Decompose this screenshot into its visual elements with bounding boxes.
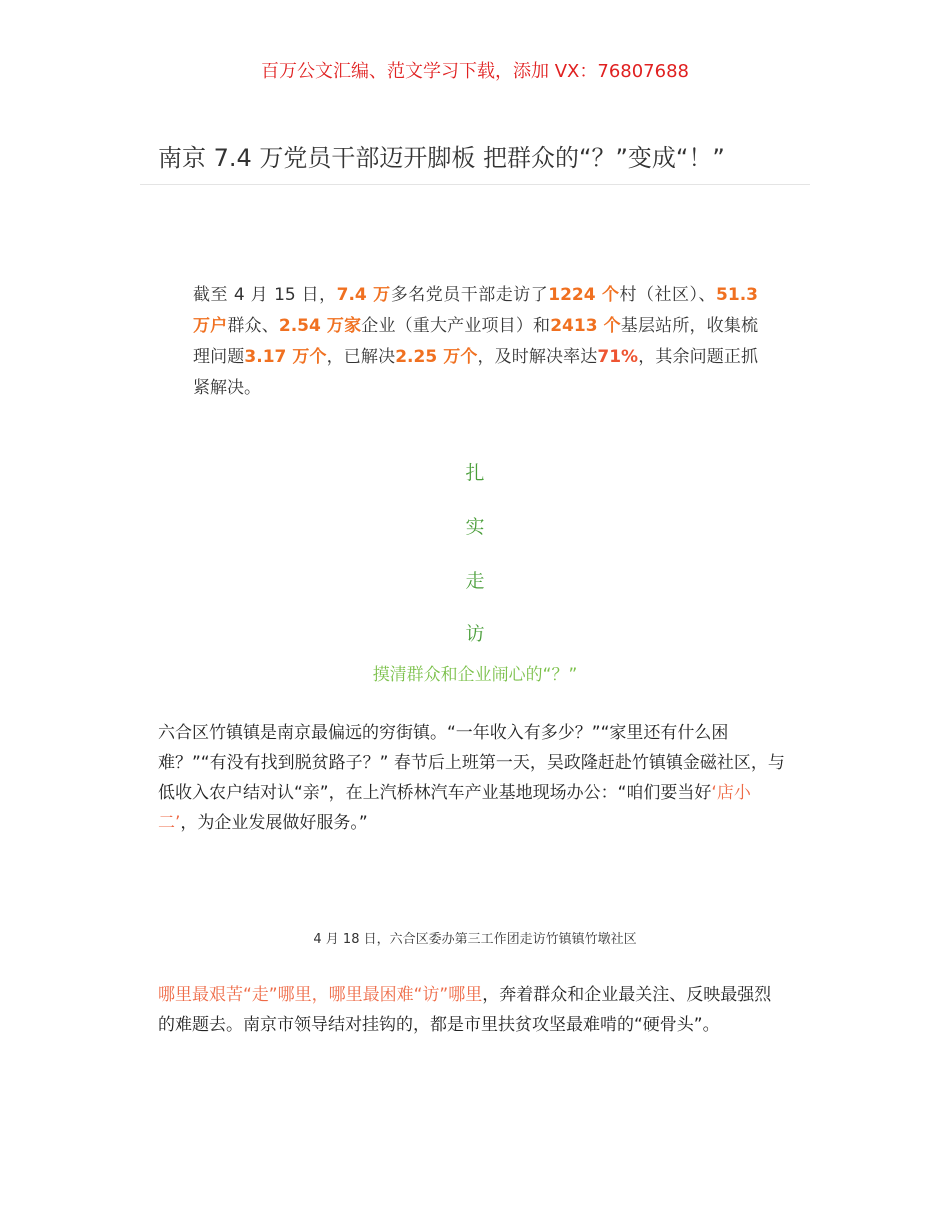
intro-text: ，已解决 <box>326 347 396 367</box>
paragraph-text: ，奔着群众和企业最关注、反映最强烈的难题去。南京市领导结对挂钩的，都是市里扶贫攻坚最难啃的“硬骨头”。 <box>158 985 772 1035</box>
stat-households: 51.3 万户 <box>193 285 758 336</box>
lead-highlight: 哪里最艰苦“走”哪里，哪里最困难“访”哪里 <box>158 985 483 1005</box>
paragraph-hardship <box>158 980 788 1040</box>
paragraph-zhuzhen <box>158 718 788 838</box>
section-heading-char: 访 <box>465 623 485 645</box>
paragraph-text: ，为企业发展做好服务。” <box>180 813 368 833</box>
intro-text: 村（社区）、 <box>619 285 717 305</box>
section-subtitle: 摸清群众和企业闹心的“？” <box>372 665 578 685</box>
stat-enterprises: 2.54 万家 <box>278 316 362 336</box>
article-title: 南京 7.4 万党员干部迈开脚板 把群众的“？”变成“！” <box>158 144 725 172</box>
stat-stations: 2413 个 <box>550 316 621 336</box>
intro-text: 基层站所，收集梳理问题 <box>193 316 759 367</box>
stat-issues-resolved: 2.25 万个 <box>395 347 478 367</box>
section-heading-char: 实 <box>465 516 485 538</box>
quote-highlight: ‘店小二’ <box>158 783 751 833</box>
intro-text: 群众、 <box>227 316 279 336</box>
intro-paragraph <box>193 280 758 404</box>
title-divider <box>140 184 810 185</box>
photo-caption: 4 月 18 日，六合区委办第三工作团走访竹镇镇竹墩社区 <box>313 932 637 947</box>
stat-members: 7.4 万 <box>336 285 391 305</box>
stat-villages: 1224 个 <box>548 285 620 305</box>
stat-resolution-rate: 71% <box>597 347 639 367</box>
watermark-banner: 百万公文汇编、范文学习下载，添加 VX：76807688 <box>261 61 689 82</box>
section-heading-char: 扎 <box>465 462 485 484</box>
intro-text: 多名党员干部走访了 <box>390 285 549 305</box>
section-heading-char: 走 <box>465 570 485 592</box>
intro-text: ，及时解决率达 <box>477 347 598 367</box>
intro-text: 企业（重大产业项目）和 <box>361 316 551 336</box>
paragraph-text: 六合区竹镇镇是南京最偏远的穷街镇。“一年收入有多少？”“家里还有什么困难？”“有没有找到脱贫路子？” 春节后上班第一天，吴政隆赶赴竹镇镇金磁社区，与低收入农户结对认“亲”，在上汽桥林汽车产业基地现场办公：“咱们要当好 <box>158 723 785 803</box>
stat-issues-collected: 3.17 万个 <box>244 347 327 367</box>
intro-text: 截至 4 月 15 日， <box>193 285 337 305</box>
intro-text: ，其余问题正抓紧解决。 <box>193 347 759 398</box>
